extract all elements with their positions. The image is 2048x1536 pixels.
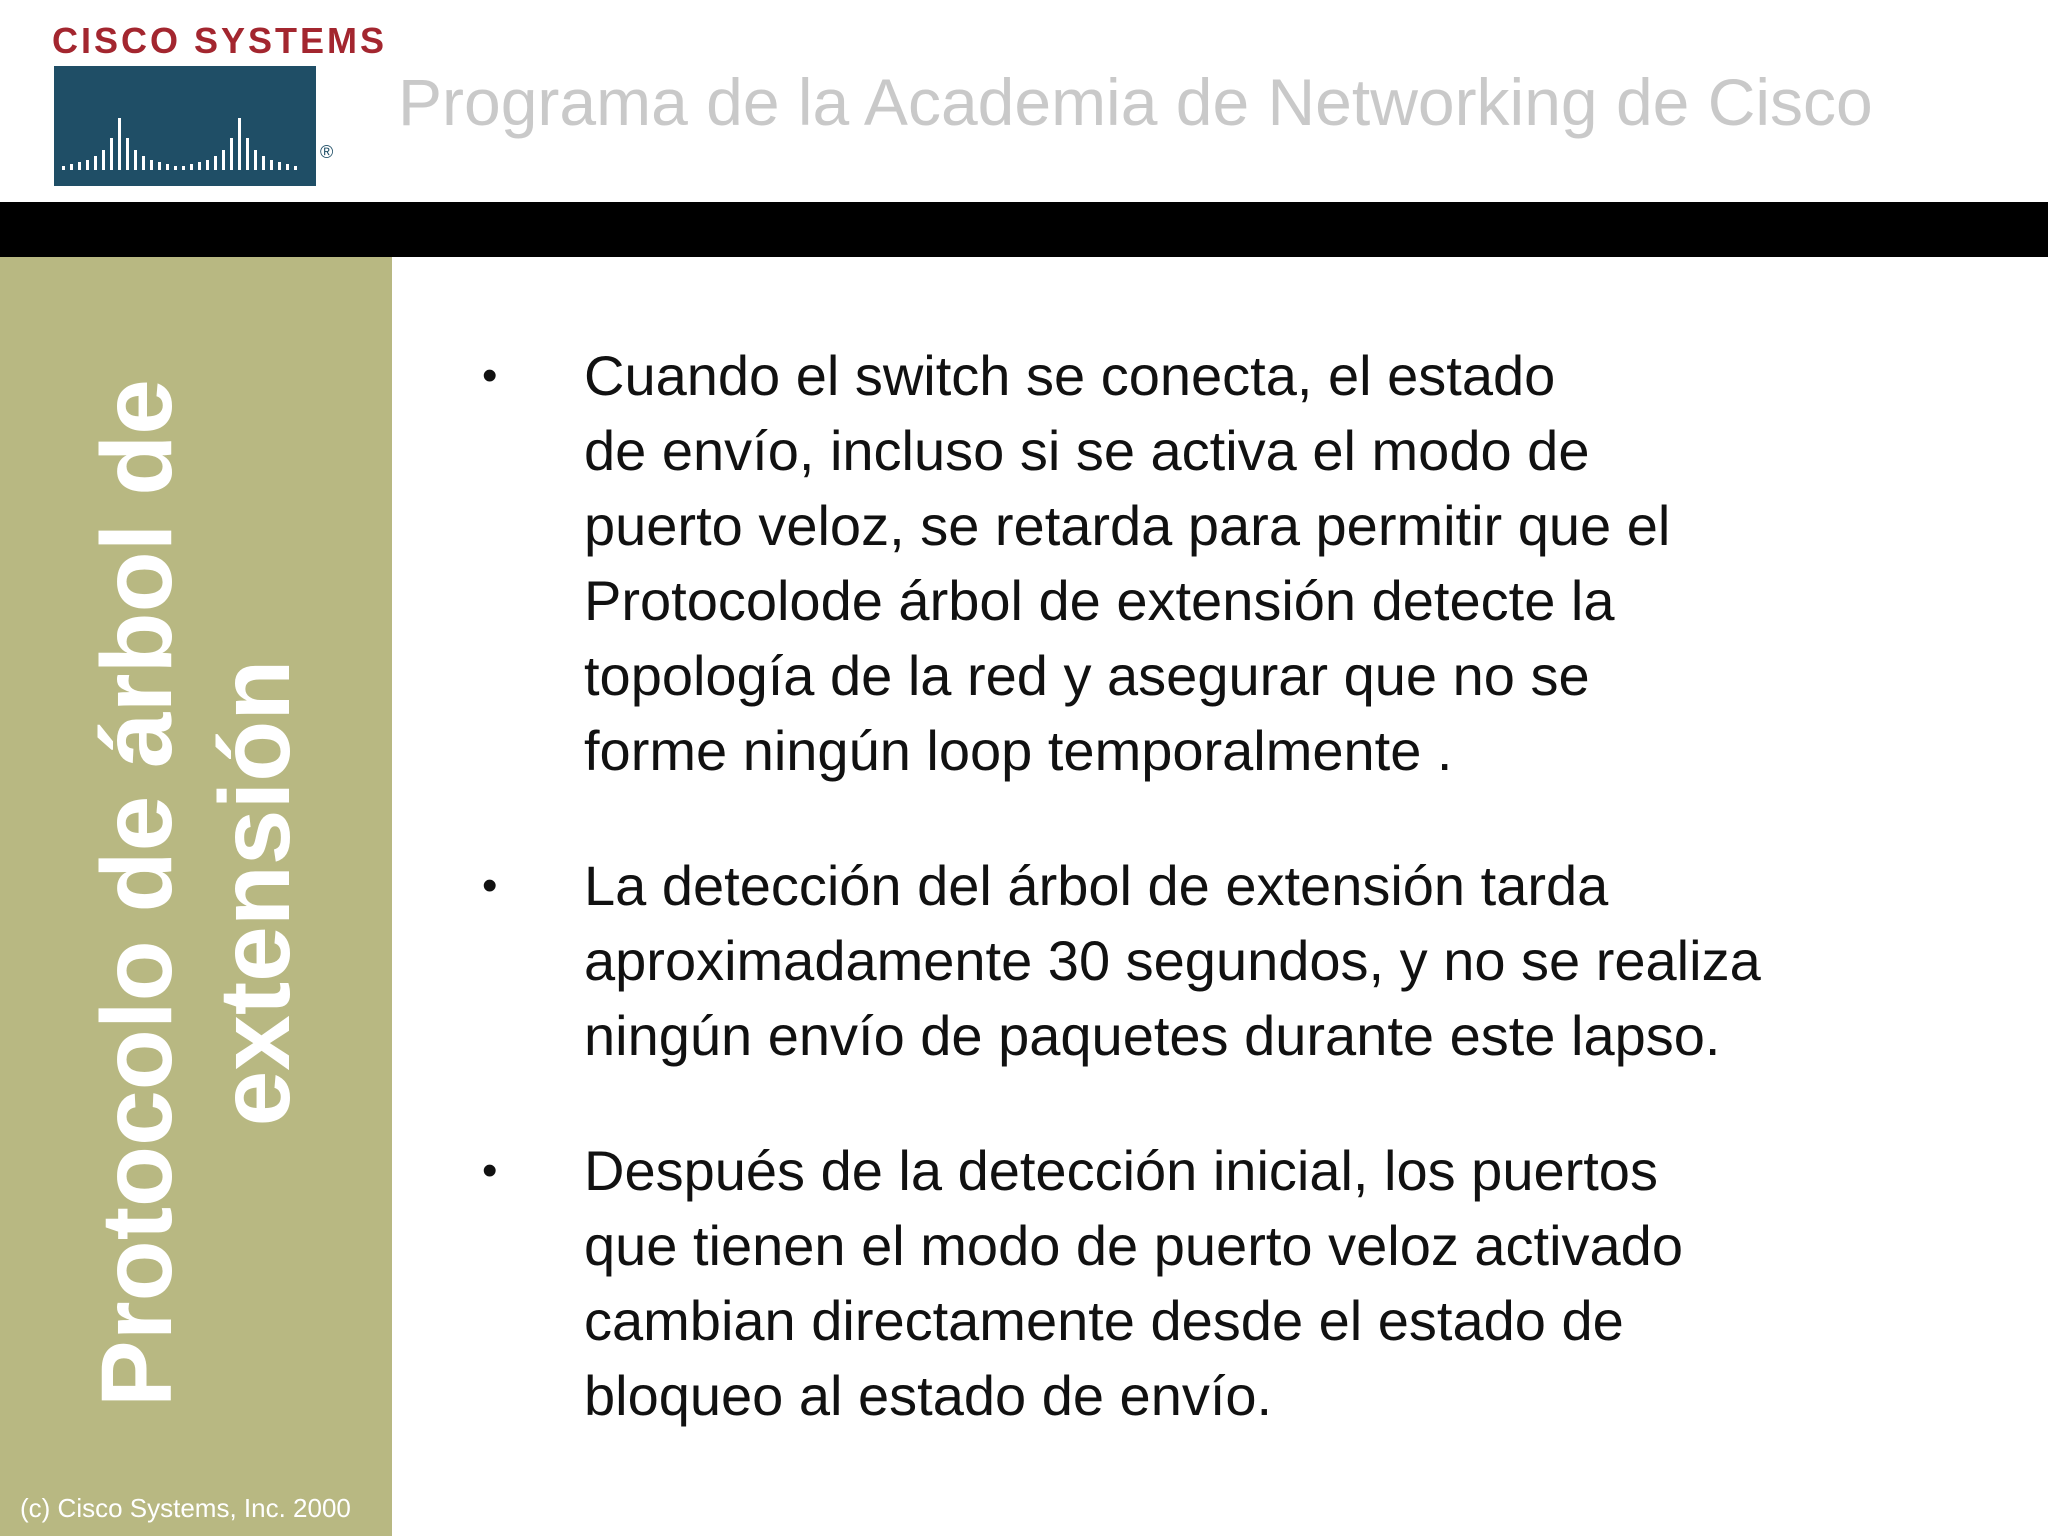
logo-bar [134, 150, 137, 170]
bullet-list [470, 338, 1990, 1493]
header-title: Programa de la Academia de Networking de Cisco [398, 65, 1873, 139]
slide-title [78, 343, 314, 1443]
bullet-text-line: forme ningún loop temporalmente . [584, 719, 1453, 782]
logo-bars-icon [54, 66, 316, 186]
bullet-icon: • [482, 351, 498, 400]
logo-bar [94, 156, 97, 170]
bullet-item [470, 848, 1990, 1073]
logo-bar [190, 164, 193, 170]
bullet-item [470, 1133, 1990, 1433]
bullet-icon: • [482, 1146, 498, 1195]
bullet-icon: • [482, 861, 498, 910]
header [0, 0, 2048, 202]
logo-bar [126, 138, 129, 170]
logo-bar [70, 164, 73, 170]
bullet-text-line: que tienen el modo de puerto veloz activado [584, 1214, 1683, 1277]
bullet-text-line: cambian directamente desde el estado de [584, 1289, 1624, 1352]
logo-bar [262, 156, 265, 170]
bullet-text-line: Protocolode árbol de extensión detecte la [584, 569, 1615, 632]
logo-bar [182, 166, 185, 170]
logo-bar [270, 160, 273, 170]
registered-mark: ® [320, 142, 334, 162]
logo-bar [294, 166, 297, 170]
bullet-text-line: aproximadamente 30 segundos, y no se realiza [584, 929, 1761, 992]
logo-bar [278, 162, 281, 170]
logo-wordmark: CISCO SYSTEMS [52, 20, 388, 61]
logo-bar [214, 156, 217, 170]
logo-bar [102, 150, 105, 170]
bullet-text-line: topología de la red y asegurar que no se [584, 644, 1590, 707]
logo-bar [198, 162, 201, 170]
logo-bar [206, 160, 209, 170]
logo-bar [150, 160, 153, 170]
bullet-text-line: bloqueo al estado de envío. [584, 1364, 1273, 1427]
logo-bar [246, 138, 249, 170]
copyright-notice: (c) Cisco Systems, Inc. 2000 [20, 1493, 351, 1523]
logo-bar [78, 162, 81, 170]
logo-bar [286, 164, 289, 170]
bullet-text-line: puerto veloz, se retarda para permitir que el [584, 494, 1671, 557]
logo-bar [254, 150, 257, 170]
slide-title-line-2: extensión [199, 659, 311, 1127]
slide-title-line-1: Protocolo de árbol de [81, 379, 193, 1407]
bullet-item [470, 338, 1990, 788]
bullet-text-line: Después de la detección inicial, los puertos [584, 1139, 1658, 1202]
logo-bar [118, 118, 121, 170]
cisco-logo [52, 20, 388, 170]
logo-bar [174, 166, 177, 170]
sidebar [0, 257, 392, 1536]
logo-bar [62, 166, 65, 170]
logo-bar [158, 162, 161, 170]
logo-bar [238, 118, 241, 170]
logo-bar [222, 150, 225, 170]
logo-bar [86, 160, 89, 170]
logo-bar [166, 164, 169, 170]
bullet-text-line: La detección del árbol de extensión tarda [584, 854, 1609, 917]
bullet-text-line: de envío, incluso si se activa el modo de [584, 419, 1590, 482]
bullet-text-line: Cuando el switch se conecta, el estado [584, 344, 1556, 407]
logo-bar [110, 138, 113, 170]
bullet-text-line: ningún envío de paquetes durante este lapso. [584, 1004, 1721, 1067]
logo-bar [230, 138, 233, 170]
logo-bar [142, 156, 145, 170]
header-divider-bar [0, 202, 2048, 257]
